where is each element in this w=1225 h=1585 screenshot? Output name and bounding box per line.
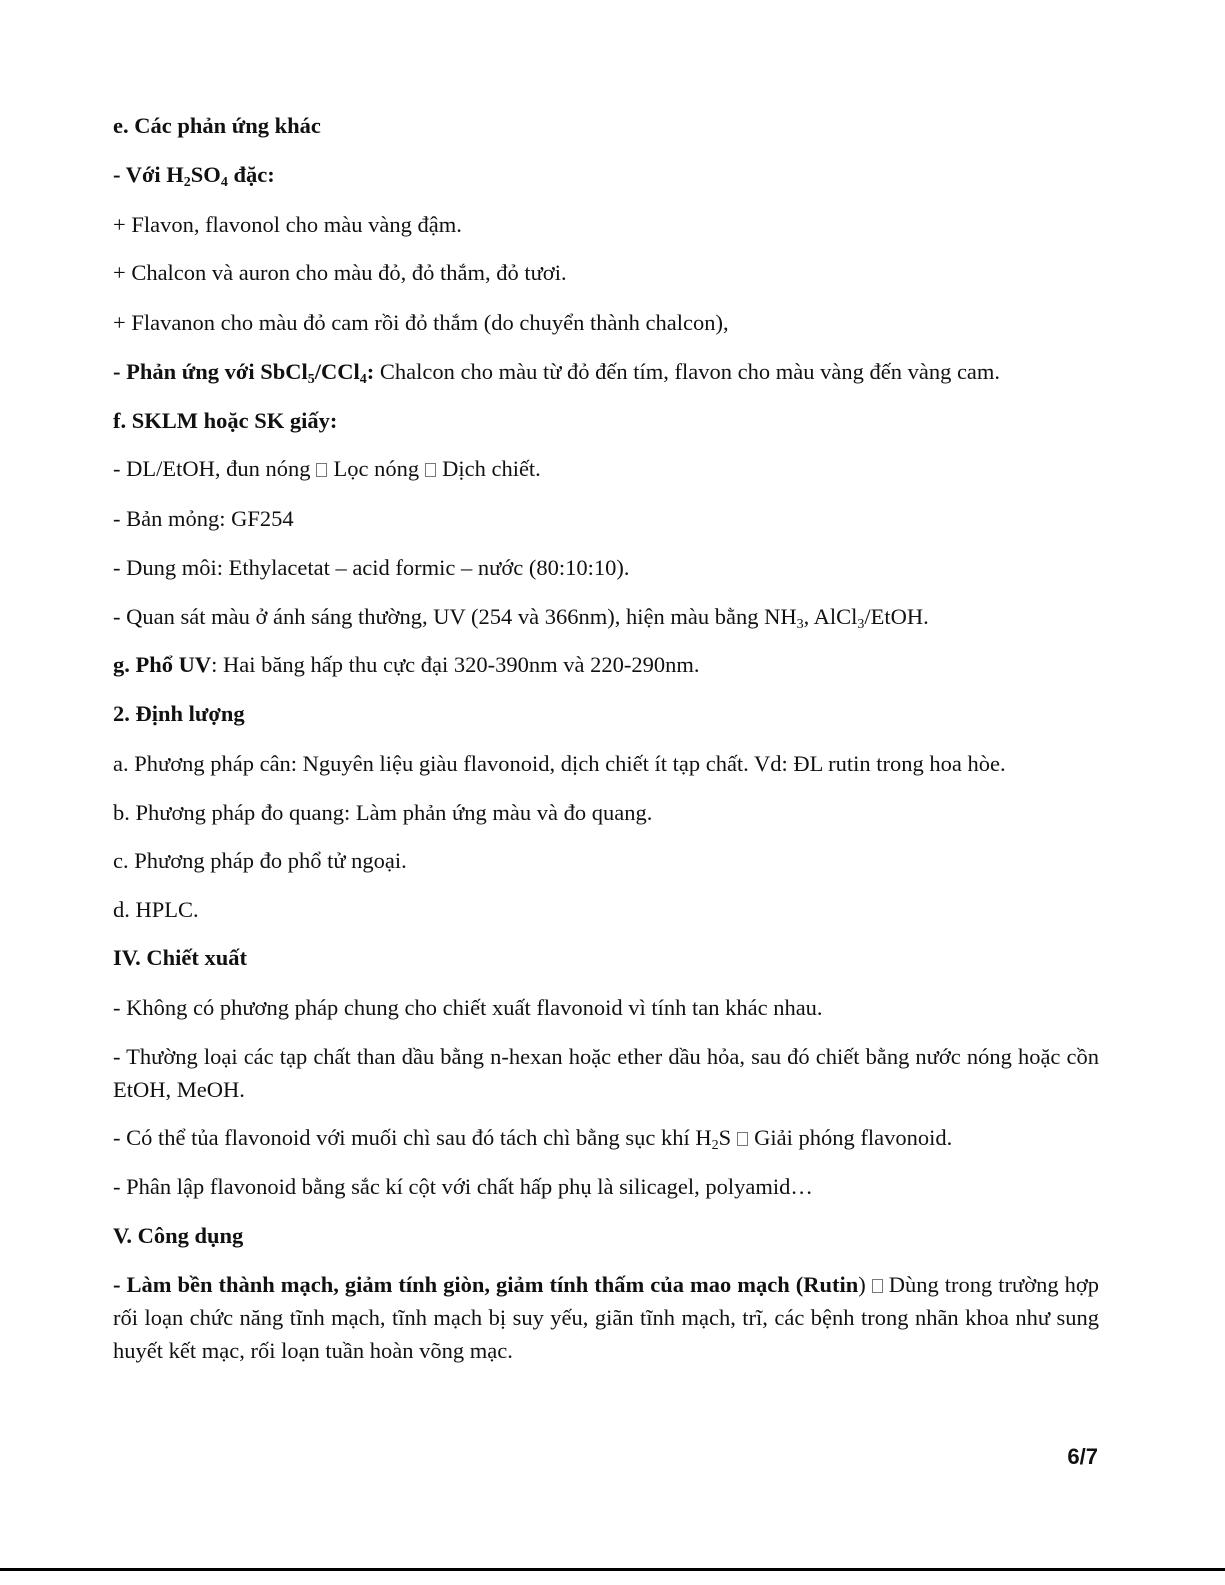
heading-uses: V. Công dụng <box>113 1223 244 1248</box>
h2so4-heading: - Với $H_2SO_4$ đặc: <box>113 162 275 190</box>
paragraph: - Làm bền thành mạch, giảm tính giòn, giảm tính thấm của mao mạch (Rutin) Dùng trong trường hợp rối loạn chức năng tĩnh mạch, tĩnh mạch bị suy yếu, giãn tĩnh mạch, trĩ, các bệnh trong nhãn khoa như sung huyết kết mạc, rối loạn tuần hoàn võng mạc. <box>113 1272 1099 1363</box>
list-item: c. Phương pháp đo phổ tử ngoại. <box>113 848 407 873</box>
solvent-line: - Dung môi: Ethylacetat – acid formic – nước (80:10:10). <box>113 555 630 580</box>
heading-f: f. SKLM hoặc SK giấy: <box>113 408 338 433</box>
observe-line: - Quan sát màu ở ánh sáng thường, UV (254 và 366nm), hiện màu bằng $NH_3$, AlCl$_3$/EtOH. <box>113 604 929 632</box>
arrow-glyph-icon <box>425 463 436 477</box>
arrow-glyph-icon <box>737 1132 748 1146</box>
uv-spectrum: g. Phổ UV: Hai băng hấp thu cực đại 320-390nm và 220-290nm. <box>113 652 700 677</box>
list-item: + Chalcon và auron cho màu đỏ, đỏ thắm, đỏ tươi. <box>113 260 567 285</box>
paragraph: - Thường loại các tạp chất than dầu bằng n-hexan hoặc ether dầu hỏa, sau đó chiết bằng nước nóng hoặc cồn EtOH, MeOH. <box>113 1044 1099 1102</box>
list-item: b. Phương pháp đo quang: Làm phản ứng màu và đo quang. <box>113 800 653 825</box>
arrow-glyph-icon <box>872 1279 883 1293</box>
heading-e: e. Các phản ứng khác <box>113 113 321 138</box>
page-number: 6/7 <box>1067 1444 1098 1469</box>
paragraph: - Phân lập flavonoid bằng sắc kí cột với chất hấp phụ là silicagel, polyamid… <box>113 1174 813 1199</box>
paragraph: - Có thể tủa flavonoid với muối chì sau đó tách chì bằng sục khí $H_2S$ Giải phóng flavonoid. <box>113 1125 953 1153</box>
list-item: + Flavanon cho màu đỏ cam rồi đỏ thắm (do chuyển thành chalcon), <box>113 310 729 335</box>
list-item: a. Phương pháp cân: Nguyên liệu giàu flavonoid, dịch chiết ít tạp chất. Vd: ĐL rutin trong hoa hòe. <box>113 751 1006 776</box>
dl-extraction: - DL/EtOH, đun nóng Lọc nóng Dịch chiết. <box>113 456 541 481</box>
list-item: d. HPLC. <box>113 897 199 922</box>
heading-extraction: IV. Chiết xuất <box>113 945 247 970</box>
paragraph: - Không có phương pháp chung cho chiết xuất flavonoid vì tính tan khác nhau. <box>113 995 823 1020</box>
sbcl-reaction: - Phản ứng với SbCl$_5$/CCl$_4$: Chalcon cho màu từ đỏ đến tím, flavon cho màu vàng đến vàng cam. <box>113 359 1001 387</box>
list-item: + Flavon, flavonol cho màu vàng đậm. <box>113 212 462 237</box>
heading-quantification: 2. Định lượng <box>113 701 245 726</box>
arrow-glyph-icon <box>316 463 327 477</box>
plate-line: - Bản mỏng: GF254 <box>113 506 294 531</box>
page-bottom-rule <box>0 1568 1225 1571</box>
